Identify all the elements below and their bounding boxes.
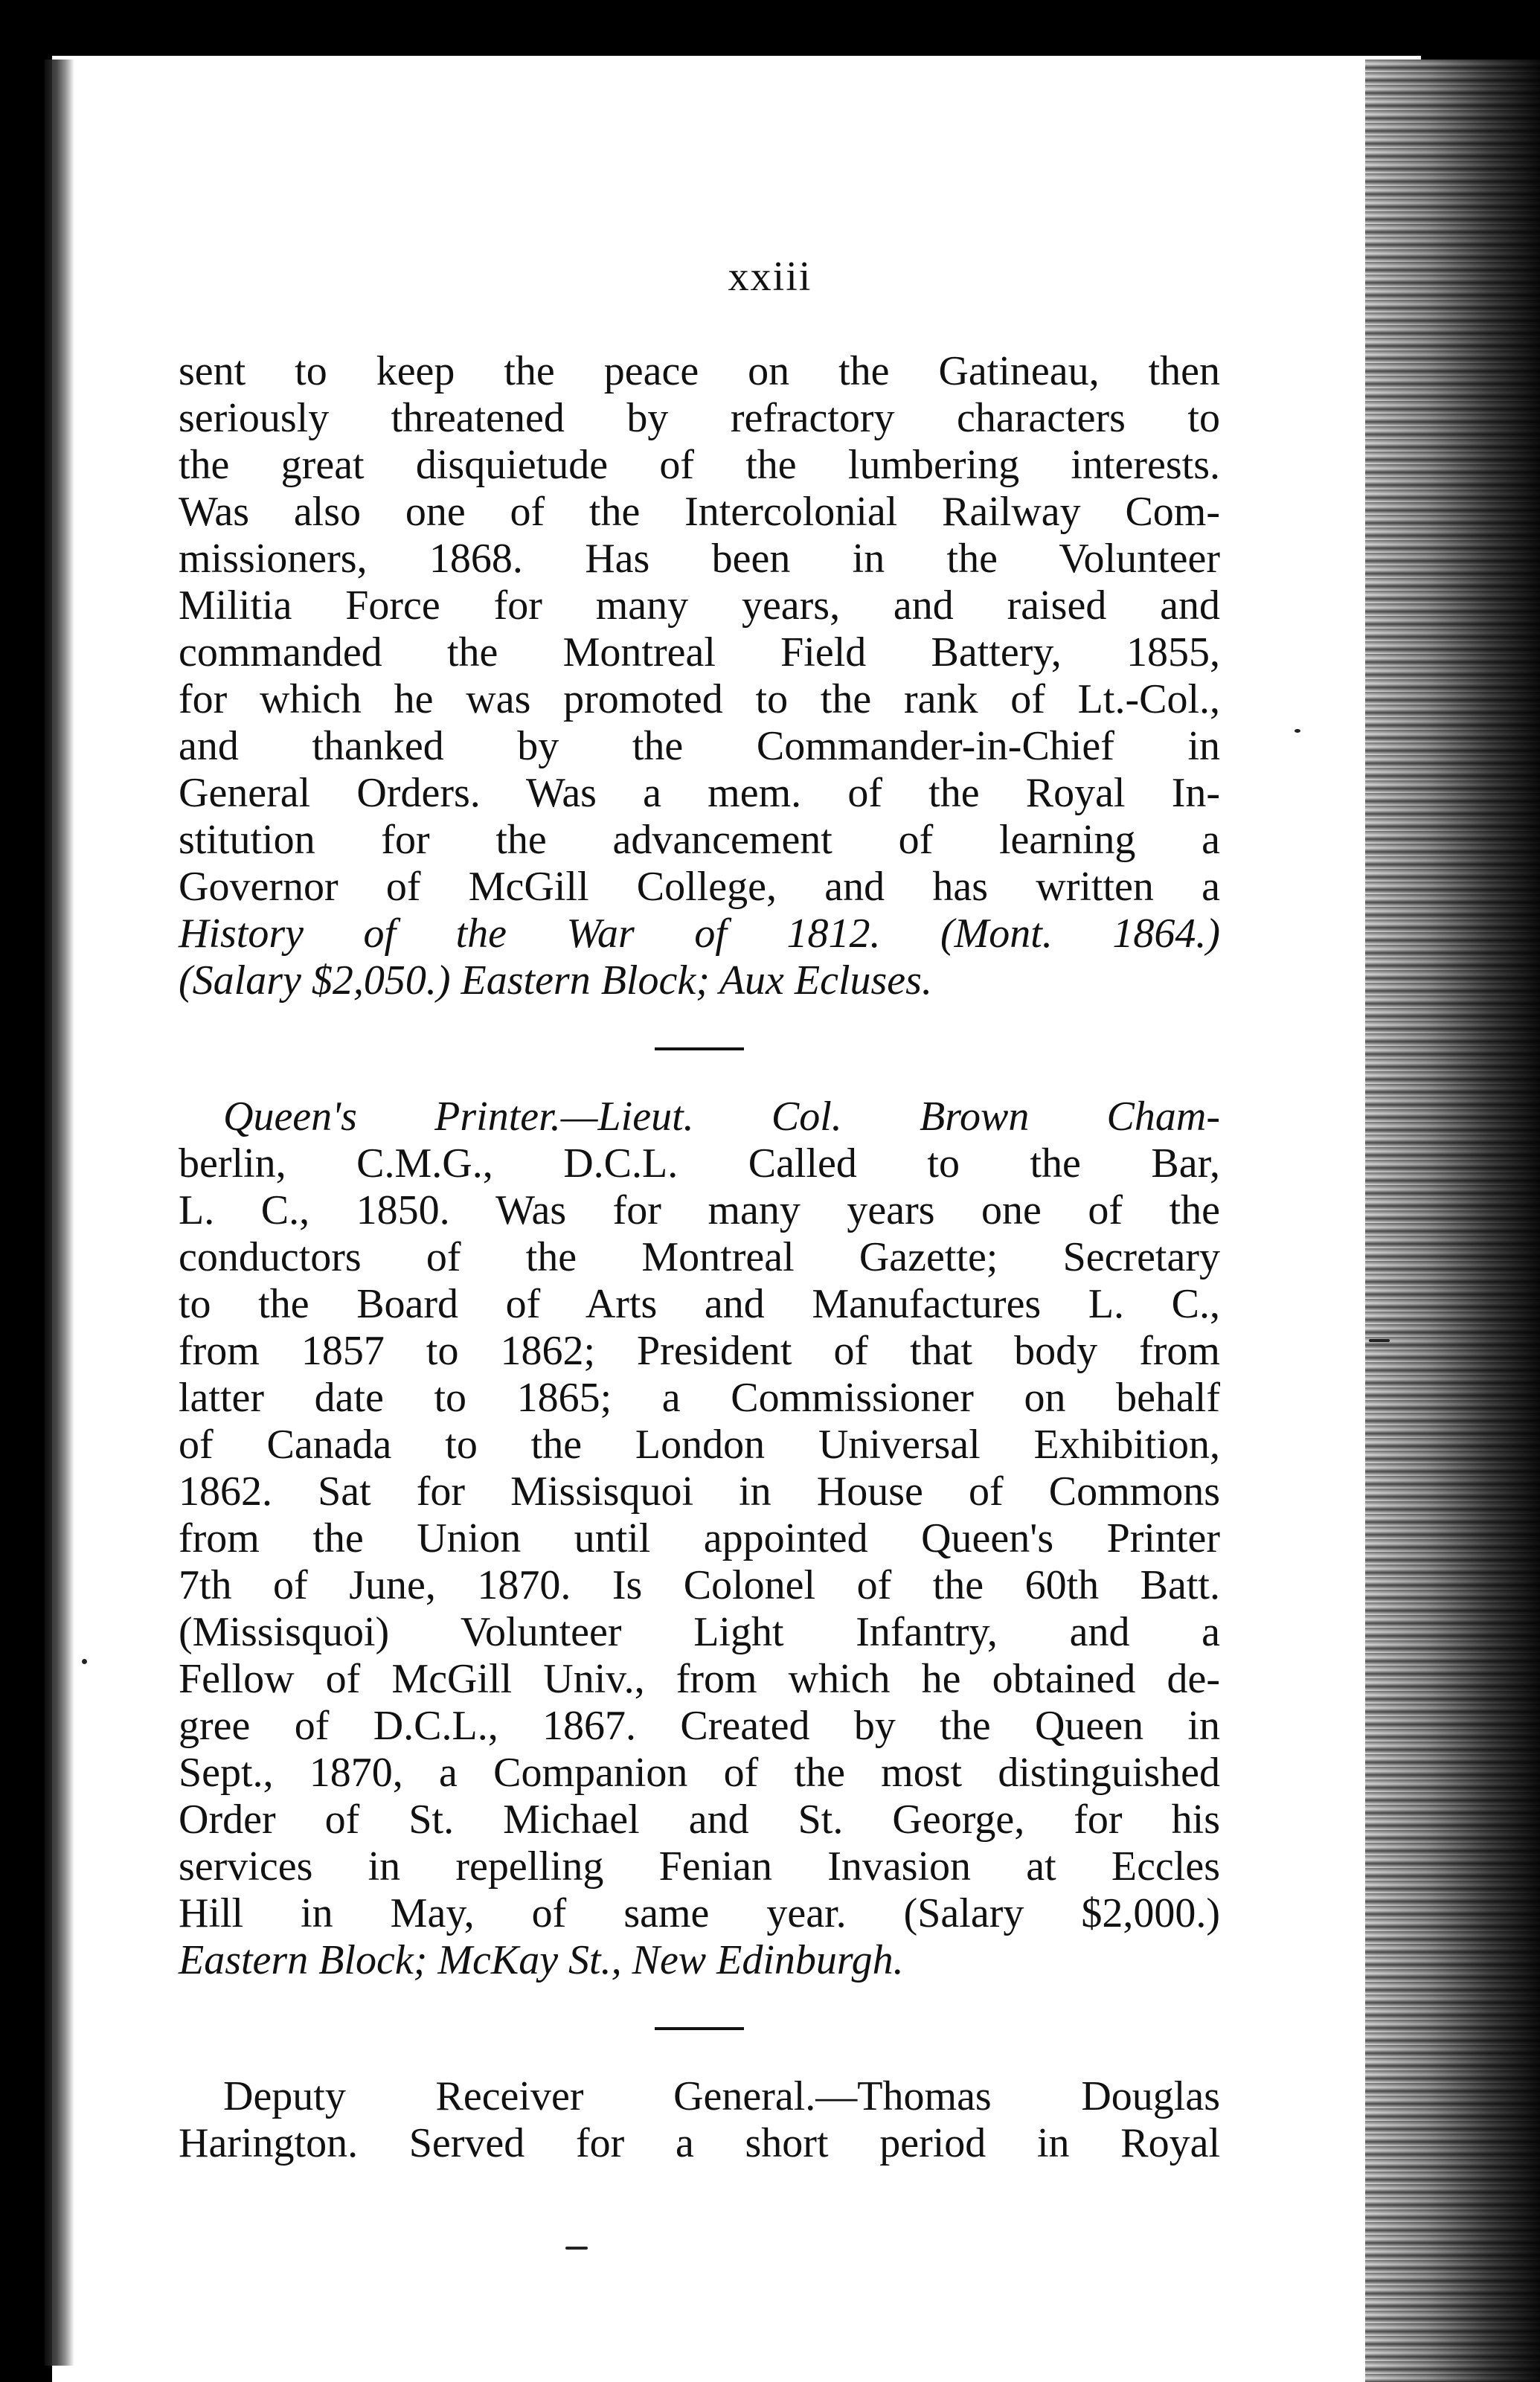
text-line: sent to keep the peace on the Gatineau, then bbox=[179, 348, 1220, 394]
text-line: Fellow of McGill Univ., from which he obtained de- bbox=[179, 1656, 1220, 1702]
entry-2 bbox=[134, 1094, 1220, 1984]
text-line: from 1857 to 1862; President of that body from bbox=[179, 1328, 1220, 1374]
page-number: xxiii bbox=[728, 254, 812, 300]
section-divider bbox=[655, 1047, 744, 1050]
text-line: from the Union until appointed Queen's Printer bbox=[179, 1515, 1220, 1561]
text-line: L. C., 1850. Was for many years one of the bbox=[179, 1187, 1220, 1233]
text-line: 7th of June, 1870. Is Colonel of the 60th Batt. bbox=[179, 1562, 1220, 1608]
text-line: gree of D.C.L., 1867. Created by the Queen in bbox=[179, 1703, 1220, 1749]
text-line: commanded the Montreal Field Battery, 1855, bbox=[179, 629, 1220, 675]
text-line: General Orders. Was a mem. of the Royal In- bbox=[179, 770, 1220, 816]
text-line: (Salary $2,050.) Eastern Block; Aux Ecluses. bbox=[179, 957, 932, 1004]
text-line: latter date to 1865; a Commissioner on behalf bbox=[179, 1375, 1220, 1421]
text-line: stitution for the advancement of learning a bbox=[179, 817, 1220, 863]
text-line: 1862. Sat for Missisquoi in House of Commons bbox=[179, 1468, 1220, 1515]
text-line: Hill in May, of same year. (Salary $2,000.) bbox=[179, 1890, 1220, 1936]
text-line: Eastern Block; McKay St., New Edinburgh. bbox=[179, 1937, 904, 1983]
text-line: berlin, C.M.G., D.C.L. Called to the Bar, bbox=[179, 1140, 1220, 1187]
text-line: Was also one of the Intercolonial Railway Com- bbox=[179, 489, 1220, 535]
text-line: missioners, 1868. Has been in the Volunteer bbox=[179, 536, 1220, 582]
text-line: and thanked by the Commander-in-Chief in bbox=[179, 723, 1220, 769]
text-line: Militia Force for many years, and raised and bbox=[179, 582, 1220, 629]
text-line: of Canada to the London Universal Exhibition, bbox=[179, 1422, 1220, 1468]
text-line: for which he was promoted to the rank of Lt.-Col., bbox=[179, 676, 1220, 722]
entry-3 bbox=[179, 2073, 1220, 2167]
scan-speck bbox=[82, 1659, 87, 1664]
text-line: Governor of McGill College, and has written a bbox=[179, 864, 1220, 910]
text-line: History of the War of 1812. (Mont. 1864.) bbox=[179, 911, 1220, 957]
entry-heading: Deputy Receiver General.—Thomas Douglas bbox=[223, 2073, 1220, 2119]
scan-speck bbox=[565, 2247, 588, 2250]
text-line: Sept., 1870, a Companion of the most distinguished bbox=[179, 1750, 1220, 1796]
text-line: conductors of the Montreal Gazette; Secretary bbox=[179, 1234, 1220, 1280]
text-line: seriously threatened by refractory characters to bbox=[179, 395, 1220, 441]
text-line: (Missisquoi) Volunteer Light Infantry, and a bbox=[179, 1609, 1220, 1655]
entry-1 bbox=[179, 348, 1220, 1004]
text-line: services in repelling Fenian Invasion at Eccles bbox=[179, 1843, 1220, 1890]
section-divider bbox=[655, 2027, 744, 2030]
text-line: to the Board of Arts and Manufactures L. C., bbox=[179, 1281, 1220, 1327]
text-line: Harington. Served for a short period in Royal bbox=[179, 2120, 1220, 2166]
text-line: Order of St. Michael and St. George, for his bbox=[179, 1797, 1220, 1843]
scan-speck bbox=[1369, 1339, 1390, 1342]
page-edge bbox=[1365, 60, 1540, 2382]
entry-heading: Queen's Printer.—Lieut. Col. Brown Cham- bbox=[223, 1094, 1220, 1140]
scan-speck bbox=[1294, 729, 1300, 733]
text-line: the great disquietude of the lumbering interests. bbox=[179, 442, 1220, 488]
page-text bbox=[179, 348, 1220, 2167]
page-gutter bbox=[45, 60, 74, 2366]
